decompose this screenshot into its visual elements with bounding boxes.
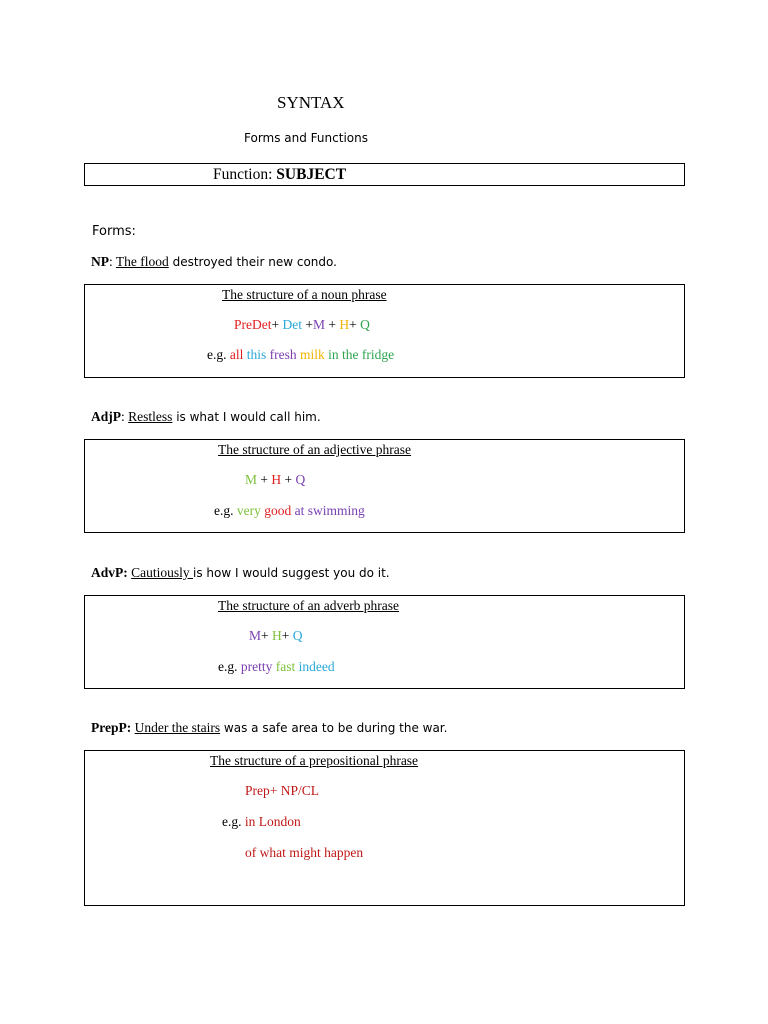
advp-formula	[249, 628, 303, 644]
np-ex-word: in the fridge	[328, 347, 395, 362]
advp-subject: Cautiously	[131, 565, 194, 580]
prepp-tag: PrepP:	[91, 720, 132, 735]
np-formula-predet: PreDet	[234, 317, 272, 332]
advp-formula-m: M	[249, 628, 262, 643]
np-formula	[234, 317, 370, 333]
np-formula-sep: +	[302, 317, 313, 332]
prepp-structure-title: The structure of a prepositional phrase	[210, 753, 419, 768]
np-formula-q: Q	[360, 317, 370, 332]
adjp-sentence-rest: is what I would call him.	[172, 410, 321, 424]
prepp-eg: e.g.	[222, 814, 245, 829]
adjp-structure-box	[84, 439, 685, 533]
np-ex-word: milk	[300, 347, 325, 362]
np-ex-word: this	[246, 347, 267, 362]
advp-example	[218, 659, 335, 675]
advp-ex-word: pretty	[240, 659, 273, 674]
prepp-ex-line2: of what might happen	[245, 845, 364, 860]
prepp-ex-line1: in London	[244, 814, 301, 829]
page-title: SYNTAX	[277, 93, 345, 112]
advp-tag: AdvP:	[91, 565, 128, 580]
advp-sentence-rest: is how I would suggest you do it.	[193, 566, 390, 580]
np-subject: The flood	[115, 254, 169, 269]
adjp-subject: Restless	[128, 409, 173, 424]
np-example-sentence	[91, 254, 337, 270]
prepp-example	[222, 814, 301, 830]
advp-formula-h: H	[272, 628, 282, 643]
advp-eg: e.g.	[218, 659, 241, 674]
function-box	[84, 163, 685, 186]
advp-formula-q: Q	[292, 628, 303, 643]
adjp-formula-h: H	[271, 472, 282, 487]
np-ex-word: all	[229, 347, 244, 362]
adjp-tag: AdjP	[91, 409, 121, 424]
np-sentence-rest: destroyed their new condo.	[168, 255, 337, 269]
advp-structure-title: The structure of an adverb phrase	[218, 598, 400, 613]
np-formula-m: M	[313, 317, 326, 332]
np-structure-title: The structure of a noun phrase	[222, 287, 387, 302]
adjp-ex-word: good	[264, 503, 292, 518]
advp-ex-word: indeed	[298, 659, 335, 674]
np-formula-det: Det	[282, 317, 302, 332]
np-ex-word: fresh	[269, 347, 297, 362]
advp-formula-sep: +	[261, 628, 273, 643]
np-structure-box	[84, 284, 685, 378]
prepp-structure-box	[84, 750, 685, 906]
np-tag: NP	[91, 254, 109, 269]
adjp-ex-word: at swimming	[294, 503, 365, 518]
np-sep: :	[109, 254, 116, 269]
advp-example-sentence	[91, 565, 390, 581]
adjp-example-sentence	[91, 409, 321, 425]
np-formula-sep: +	[325, 317, 340, 332]
adjp-formula-sep: +	[257, 472, 272, 487]
np-example	[207, 347, 394, 363]
function-value: SUBJECT	[276, 166, 347, 183]
advp-ex-word: fast	[275, 659, 296, 674]
page-subtitle: Forms and Functions	[244, 131, 368, 145]
adjp-formula	[245, 472, 305, 488]
forms-label: Forms:	[92, 224, 136, 239]
advp-structure-box	[84, 595, 685, 689]
prepp-subject: Under the stairs	[134, 720, 221, 735]
adjp-formula-q: Q	[295, 472, 306, 487]
adjp-formula-m: M	[245, 472, 258, 487]
np-eg: e.g.	[207, 347, 230, 362]
adjp-sep: :	[121, 409, 129, 424]
advp-formula-sep: +	[281, 628, 293, 643]
adjp-eg: e.g.	[214, 503, 237, 518]
np-formula-sep: +	[271, 317, 283, 332]
prepp-formula: Prep+ NP/CL	[245, 783, 319, 798]
function-label: Function:	[213, 166, 277, 183]
adjp-structure-title: The structure of an adjective phrase	[218, 442, 412, 457]
prepp-sentence-rest: was a safe area to be during the war.	[220, 721, 448, 735]
np-formula-h: H	[339, 317, 350, 332]
np-formula-sep: +	[349, 317, 361, 332]
adjp-formula-sep: +	[281, 472, 296, 487]
function-heading	[213, 166, 346, 184]
adjp-ex-word: very	[236, 503, 261, 518]
prepp-example-sentence	[91, 720, 447, 736]
adjp-example	[214, 503, 365, 519]
